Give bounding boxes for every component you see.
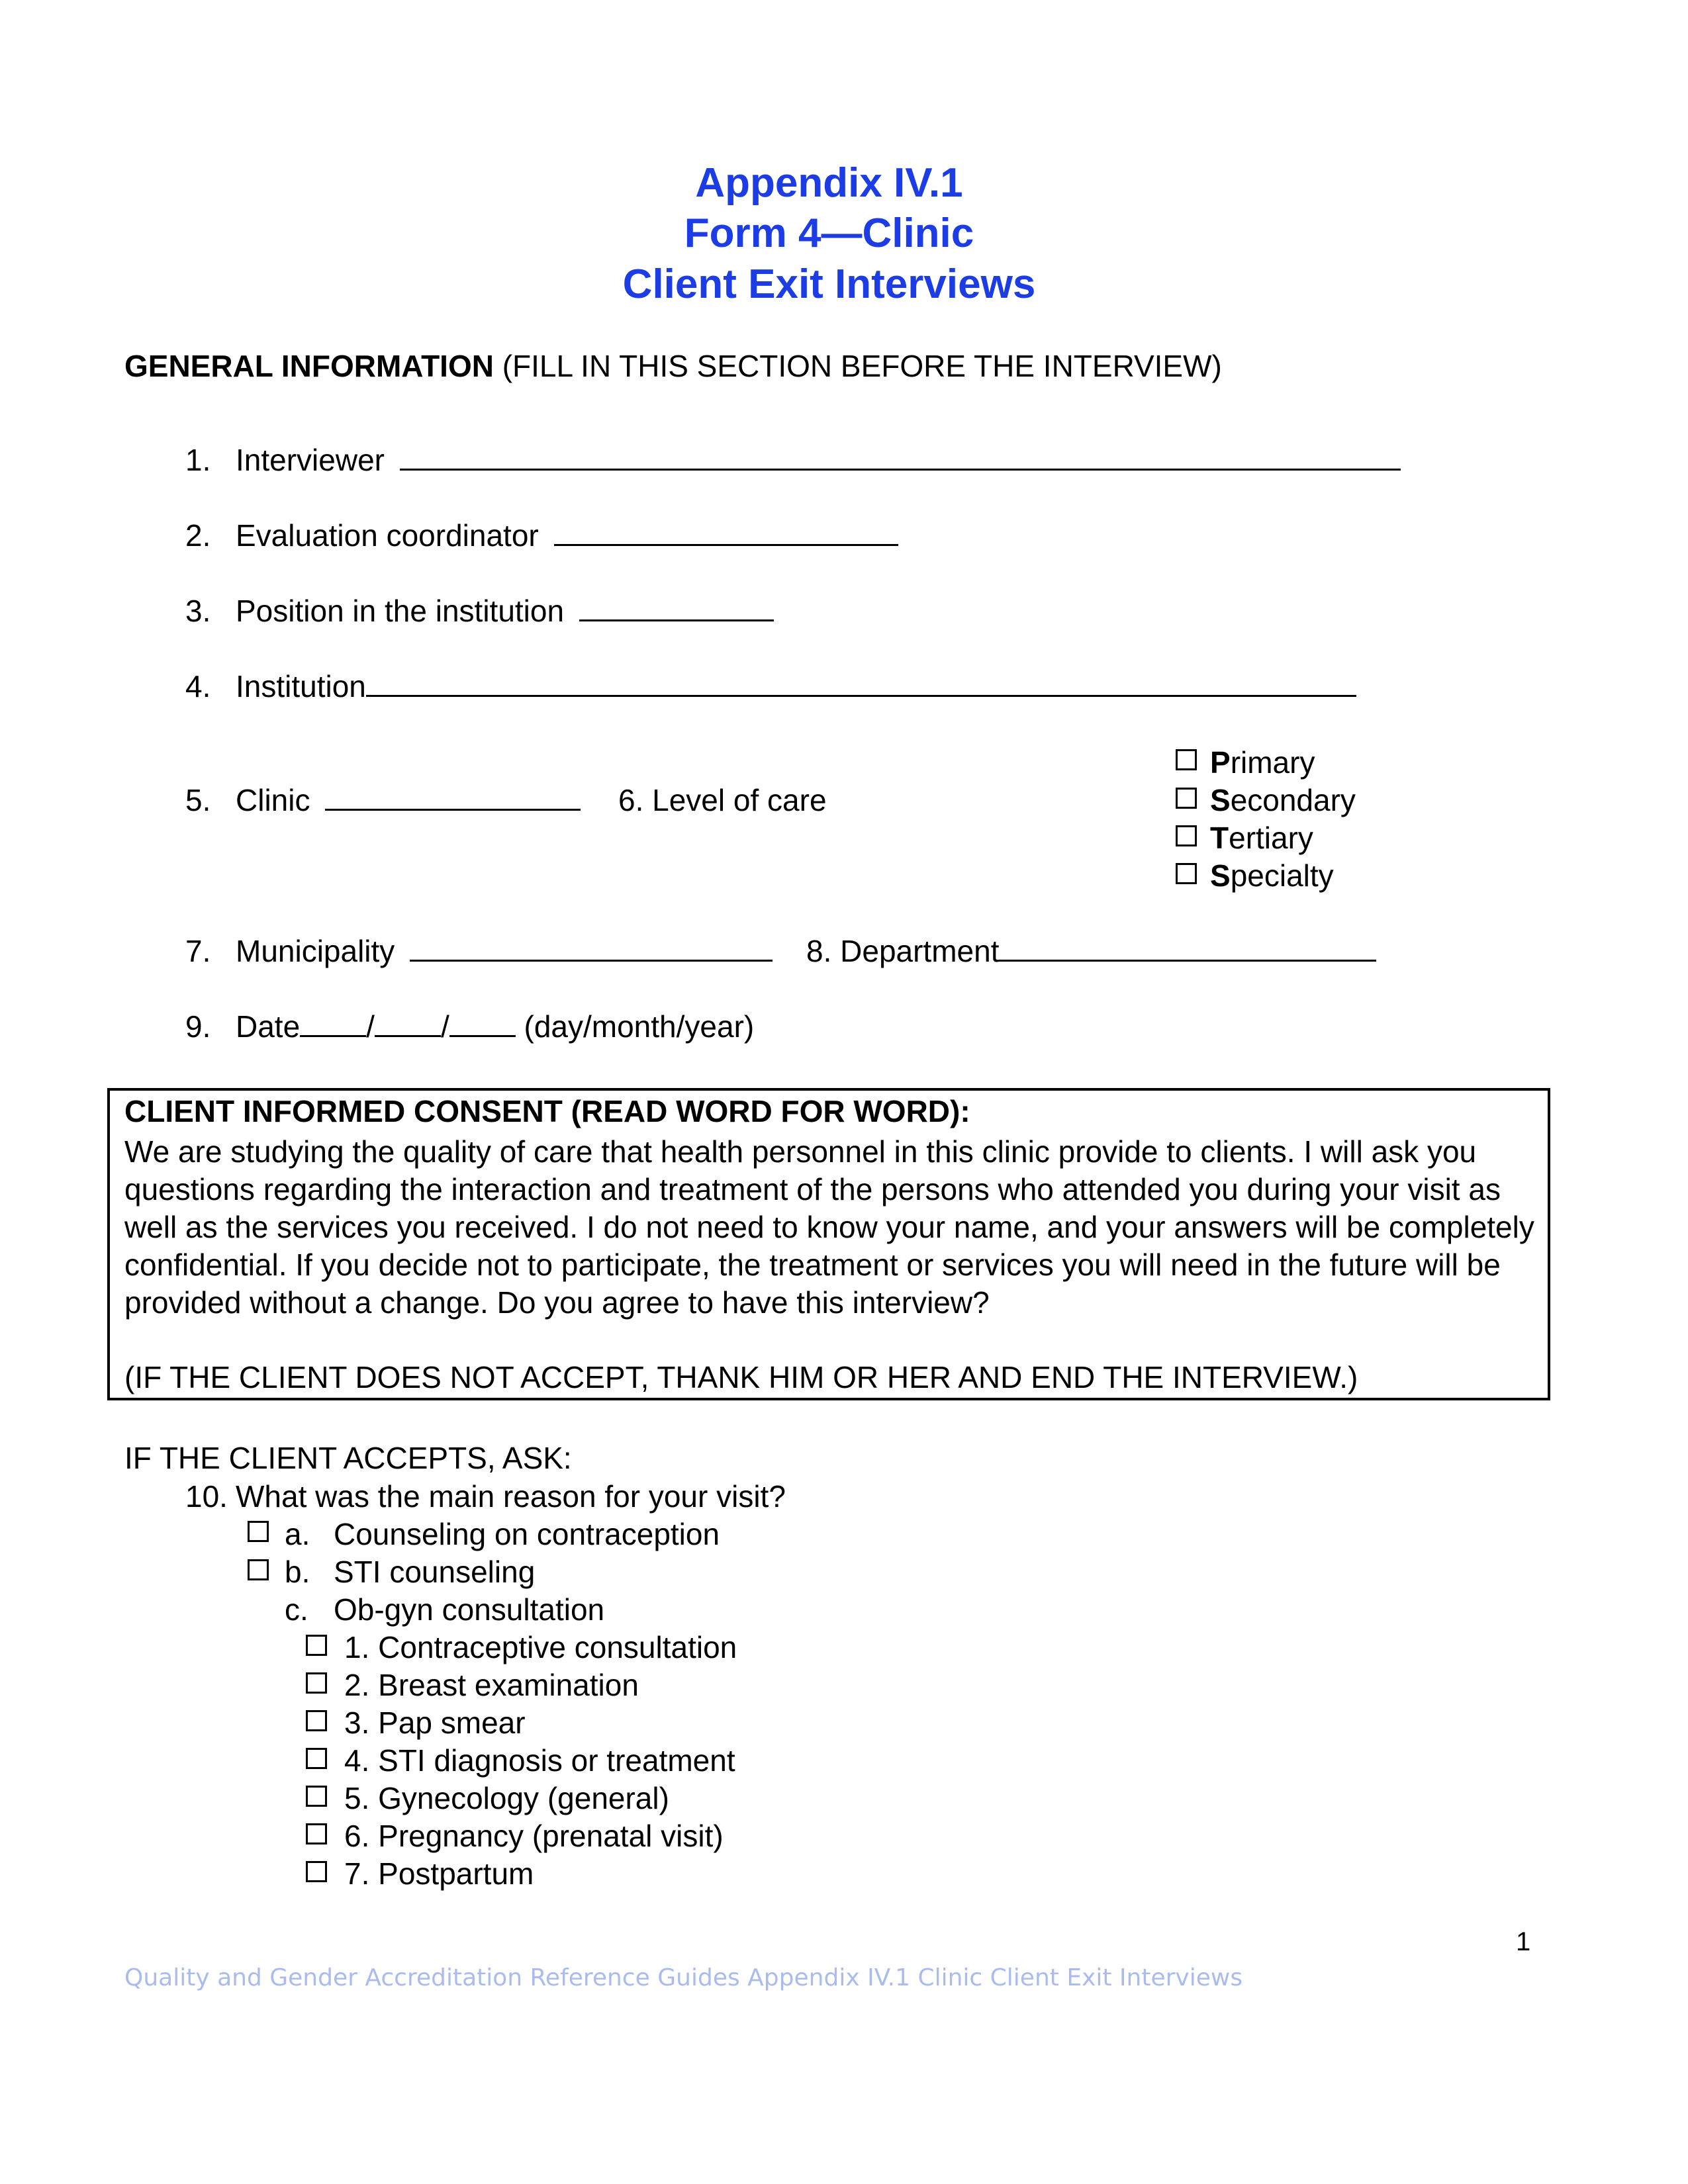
title-line-2: Form 4—Clinic bbox=[684, 210, 974, 256]
secondary-option-label: Secondary bbox=[1210, 783, 1356, 817]
sub-option-4-checkbox[interactable] bbox=[306, 1748, 327, 1769]
date-separator: / bbox=[440, 1009, 449, 1044]
option-b-letter: b. bbox=[285, 1555, 310, 1589]
specialty-option-label: Specialty bbox=[1210, 858, 1334, 893]
consent-heading: CLIENT INFORMED CONSENT (READ WORD FOR WORD): bbox=[124, 1094, 970, 1128]
clinic-field[interactable] bbox=[236, 785, 581, 815]
sub-option-2-label: 2. Breast examination bbox=[344, 1668, 639, 1702]
municipality-field[interactable] bbox=[236, 936, 773, 966]
sub-option-4-label: 4. STI diagnosis or treatment bbox=[344, 1743, 735, 1778]
option-a-label: Counseling on contraception bbox=[334, 1517, 720, 1551]
option-b-label: STI counseling bbox=[334, 1555, 536, 1589]
general-info-heading bbox=[124, 351, 1222, 381]
clinic-label: Clinic bbox=[236, 783, 310, 817]
date-field[interactable] bbox=[236, 1011, 754, 1042]
position-field[interactable] bbox=[236, 596, 774, 626]
evaluation-coordinator-blank-line[interactable] bbox=[554, 543, 898, 546]
date-format-hint: (day/month/year) bbox=[524, 1009, 755, 1044]
option-c-letter: c. bbox=[285, 1592, 308, 1627]
general-info-heading-note: (FILL IN THIS SECTION BEFORE THE INTERVIEW) bbox=[502, 349, 1222, 383]
question-10-text: What was the main reason for your visit? bbox=[236, 1479, 786, 1514]
option-b-checkbox[interactable] bbox=[248, 1559, 269, 1580]
field-5-number: 5. bbox=[185, 783, 211, 817]
field-2-number: 2. bbox=[185, 518, 211, 553]
sub-option-6-label: 6. Pregnancy (prenatal visit) bbox=[344, 1819, 724, 1853]
general-info-heading-bold: GENERAL INFORMATION bbox=[124, 349, 494, 383]
option-a-letter: a. bbox=[285, 1517, 310, 1551]
specialty-checkbox[interactable] bbox=[1176, 863, 1197, 884]
evaluation-coordinator-field[interactable] bbox=[236, 520, 898, 551]
option-a-checkbox[interactable] bbox=[248, 1521, 269, 1542]
department-blank-line[interactable] bbox=[999, 959, 1376, 962]
field-9-number: 9. bbox=[185, 1009, 211, 1044]
institution-field[interactable] bbox=[236, 671, 1356, 702]
page-number: 1 bbox=[1516, 1927, 1531, 1956]
sub-option-2-checkbox[interactable] bbox=[306, 1672, 327, 1694]
tertiary-checkbox[interactable] bbox=[1176, 825, 1197, 846]
interviewer-blank-line[interactable] bbox=[400, 468, 1401, 471]
institution-label: Institution bbox=[236, 669, 366, 704]
secondary-checkbox[interactable] bbox=[1176, 788, 1197, 809]
position-blank-line[interactable] bbox=[579, 619, 774, 621]
field-7-number: 7. bbox=[185, 934, 211, 968]
footer-text: Quality and Gender Accreditation Reference Guides Appendix IV.1 Clinic Client Exit Interviews bbox=[124, 1964, 1243, 1991]
date-day-blank[interactable] bbox=[300, 1034, 366, 1037]
department-label: 8. Department bbox=[806, 934, 1000, 968]
question-10-number: 10. bbox=[185, 1479, 228, 1514]
department-field[interactable] bbox=[806, 936, 1376, 966]
field-3-number: 3. bbox=[185, 594, 211, 628]
clinic-blank-line[interactable] bbox=[325, 808, 581, 811]
primary-checkbox[interactable] bbox=[1176, 749, 1197, 770]
date-year-blank[interactable] bbox=[449, 1034, 516, 1037]
primary-option-label: Primary bbox=[1210, 745, 1315, 780]
position-label: Position in the institution bbox=[236, 594, 565, 628]
institution-blank-line[interactable] bbox=[366, 694, 1356, 697]
sub-option-7-label: 7. Postpartum bbox=[344, 1856, 534, 1891]
field-4-number: 4. bbox=[185, 669, 211, 704]
sub-option-3-checkbox[interactable] bbox=[306, 1710, 327, 1731]
evaluation-coordinator-label: Evaluation coordinator bbox=[236, 518, 539, 553]
date-month-blank[interactable] bbox=[375, 1034, 441, 1037]
sub-option-5-checkbox[interactable] bbox=[306, 1786, 327, 1807]
interviewer-label: Interviewer bbox=[236, 443, 385, 477]
municipality-blank-line[interactable] bbox=[410, 959, 773, 962]
title-line-3: Client Exit Interviews bbox=[622, 261, 1036, 307]
tertiary-option-label: Tertiary bbox=[1210, 821, 1313, 855]
level-of-care-label: 6. Level of care bbox=[618, 783, 827, 817]
consent-refusal-note: (IF THE CLIENT DOES NOT ACCEPT, THANK HIM OR HER AND END THE INTERVIEW.) bbox=[124, 1360, 1358, 1394]
sub-option-1-label: 1. Contraceptive consultation bbox=[344, 1630, 737, 1664]
sub-option-6-checkbox[interactable] bbox=[306, 1823, 327, 1844]
sub-option-1-checkbox[interactable] bbox=[306, 1635, 327, 1656]
option-c-label: Ob-gyn consultation bbox=[334, 1592, 605, 1627]
sub-option-5-label: 5. Gynecology (general) bbox=[344, 1781, 669, 1815]
sub-option-3-label: 3. Pap smear bbox=[344, 1706, 526, 1740]
interviewer-field[interactable] bbox=[236, 445, 1401, 475]
title-line-1: Appendix IV.1 bbox=[695, 160, 963, 206]
date-separator: / bbox=[366, 1009, 375, 1044]
sub-option-7-checkbox[interactable] bbox=[306, 1861, 327, 1882]
field-1-number: 1. bbox=[185, 443, 211, 477]
municipality-label: Municipality bbox=[236, 934, 395, 968]
date-label: Date bbox=[236, 1009, 301, 1044]
consent-body: We are studying the quality of care that health personnel in this clinic provide to clients. I will ask you questions regarding the interaction and treatment of the persons who attended you during your visit as well as the services you received. I do not need to know your name, and your answers will be completely confidential. If you decide not to participate, the treatment or services you will need in the future will be provided without a change. Do you agree to have this interview? bbox=[124, 1134, 1534, 1320]
accept-intro: IF THE CLIENT ACCEPTS, ASK: bbox=[124, 1441, 572, 1475]
